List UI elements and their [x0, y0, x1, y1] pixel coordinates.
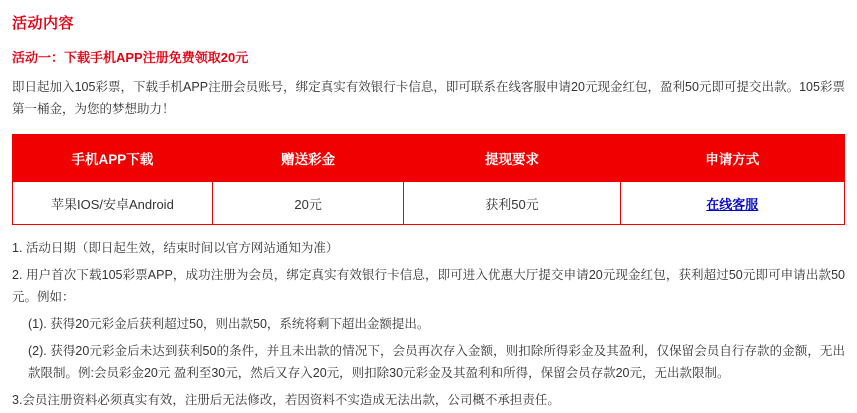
- table-header-app-download: 手机APP下载: [13, 135, 213, 182]
- table-row: [13, 182, 845, 225]
- page-title: 活动内容: [12, 15, 75, 32]
- cell-apply-method[interactable]: [620, 182, 844, 225]
- promo-table: [12, 134, 845, 225]
- table-header-apply-method: 申请方式: [620, 135, 844, 182]
- cell-app-platforms: 苹果IOS/安卓Android: [13, 182, 213, 225]
- cell-withdraw-requirement: 获利50元: [404, 182, 620, 225]
- online-service-link[interactable]: 在线客服: [706, 196, 759, 212]
- list-item: 2. 用户首次下载105彩票APP，成功注册为会员，绑定真实有效银行卡信息，即可进入优惠大厅提交申请20元现金红包，获利超过50元即可申请出款50元。例如：: [12, 268, 845, 304]
- activity-subtitle: 活动一：下载手机APP注册免费领取20元: [12, 50, 249, 65]
- table-header-row: [13, 135, 845, 182]
- table-header-withdraw-requirement: 提现要求: [404, 135, 620, 182]
- list-item: 3.会员注册资料必须真实有效，注册后无法修改，若因资料不实造成无法出款，公司概不承担责任。: [12, 393, 560, 407]
- activity-intro-text: 即日起加入105彩票，下载手机APP注册会员账号，绑定真实有效银行卡信息，即可联系在线客服申请20元现金红包，盈利50元即可提交出款。105彩票第一桶金，为您的梦想助力！: [12, 80, 845, 116]
- list-item: 1. 活动日期（即日起生效，结束时间以官方网站通知为准）: [12, 241, 339, 255]
- cell-bonus-amount: 20元: [212, 182, 404, 225]
- list-item: (2). 获得20元彩金后未达到获利50的条件，并且未出款的情况下，会员再次存入金额，则扣除所得彩金及其盈利，仅保留会员自行存款的金额，无出款限制。例:会员彩金20元 盈利至30元，然后又存入20元，则扣除30元彩金及其盈利和所得，保留会员存款20元，无出款限制。: [28, 344, 845, 380]
- table-header-bonus: 赠送彩金: [212, 135, 404, 182]
- list-item: (1). 获得20元彩金后获利超过50，则出款50，系统将剩下超出金额提出。: [28, 317, 430, 331]
- rules-list: [12, 237, 845, 411]
